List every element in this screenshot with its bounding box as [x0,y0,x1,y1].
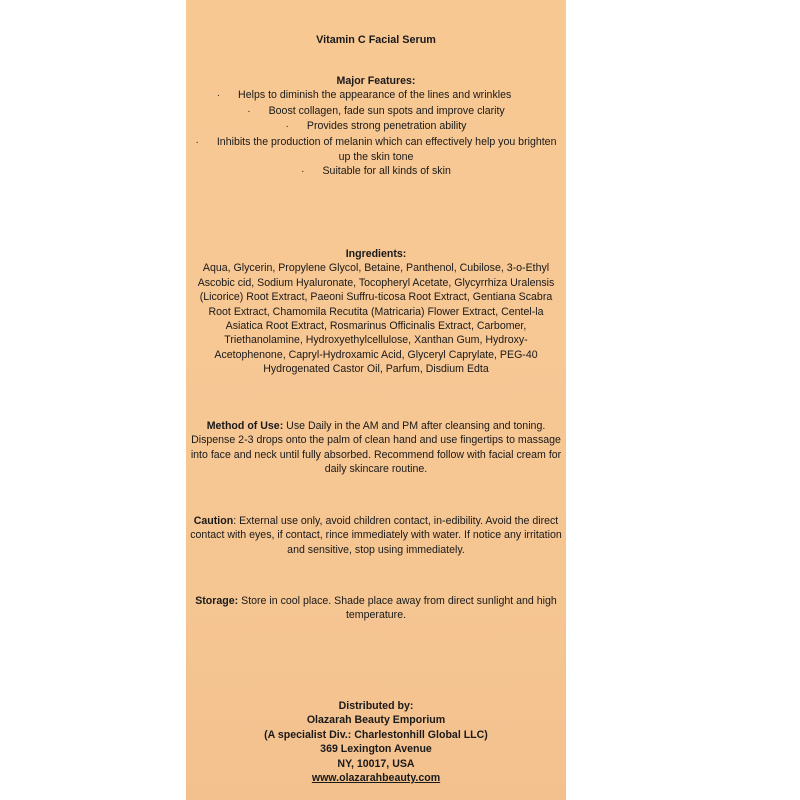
product-label-panel [186,0,566,800]
feature-text: Inhibits the production of melanin which can effectively help you brighten up the skin tone [216,135,557,164]
feature-item [186,104,566,119]
caution-label: Caution [193,515,234,527]
storage-section [186,594,566,623]
distributor-company: Olazarah Beauty Emporium [306,714,446,727]
ingredients-heading: Ingredients: [345,248,407,260]
bullet-icon: · [195,136,199,148]
ingredients-section [186,247,566,377]
storage-text: Store in cool place. Shade place away from direct sunlight and high temperature. [238,595,557,622]
feature-item [186,164,566,179]
features-heading: Major Features: [336,75,416,87]
bullet-icon: · [285,121,289,133]
feature-item [186,119,566,134]
bullet-icon: · [301,166,305,178]
feature-text: Boost collagen, fade sun spots and improve clarity [268,104,505,117]
major-features-section [186,74,566,180]
website-link[interactable]: www.olazarahbeauty.com [311,772,441,785]
caution-text: : External use only, avoid children contact, in-edibility. Avoid the direct contact with eyes, if contact, rince immediately with water. If notice any irritation and sensitive, stop using immediately. [190,515,562,556]
bullet-icon: · [216,90,221,102]
distributor-section [186,699,566,785]
feature-text: Suitable for all kinds of skin [322,165,451,178]
storage-label: Storage: [195,595,239,607]
feature-item [186,88,566,103]
ingredients-text: Aqua, Glycerin, Propylene Glycol, Betaine, Panthenol, Cubilose, 3-o-Ethyl Ascobic cid, Sodium Hyaluronate, Tocopheryl Acetate, Glycyrrhiza Uralensis (Licorice) Root Extract, Paeoni Suffru-ticosa Root Extract, Gentiana Scabra Root Extract, Chamomila Recutita (Matricaria) Flower Extract, Centel-la Asiatica Root Extract, Rosmarinus Officinalis Extract, Carbomer, Triethanolamine, Hydroxyethylcellulose, Xanthan Gum, Hydroxy-Acetophenone, Capryl-Hydroxamic Acid, Glyceryl Caprylate, PEG-40 Hydrogenated Castor Oil, Parfum, Disdium Edta [197,262,555,376]
method-of-use-section [186,419,566,477]
caution-section [186,514,566,557]
bullet-icon: · [247,105,251,117]
method-text: Use Daily in the AM and PM after cleansing and toning. Dispense 2-3 drops onto the palm of clean hand and use fingertips to massage into face and neck until fully absorbed. Recommend follow with facial cream for daily skincare routine. [190,420,562,476]
feature-text: Provides strong penetration ability [306,120,467,133]
distributor-heading: Distributed by: [338,700,414,712]
feature-item [186,135,566,165]
distributor-city: NY, 10017, USA [337,757,415,770]
distributor-division: (A specialist Div.: Charlestonhill Global LLC) [264,728,488,741]
product-title: Vitamin C Facial Serum [316,34,436,46]
method-label: Method of Use: [206,420,284,432]
distributor-street: 369 Lexington Avenue [320,743,432,756]
feature-text: Helps to diminish the appearance of the lines and wrinkles [238,89,512,102]
